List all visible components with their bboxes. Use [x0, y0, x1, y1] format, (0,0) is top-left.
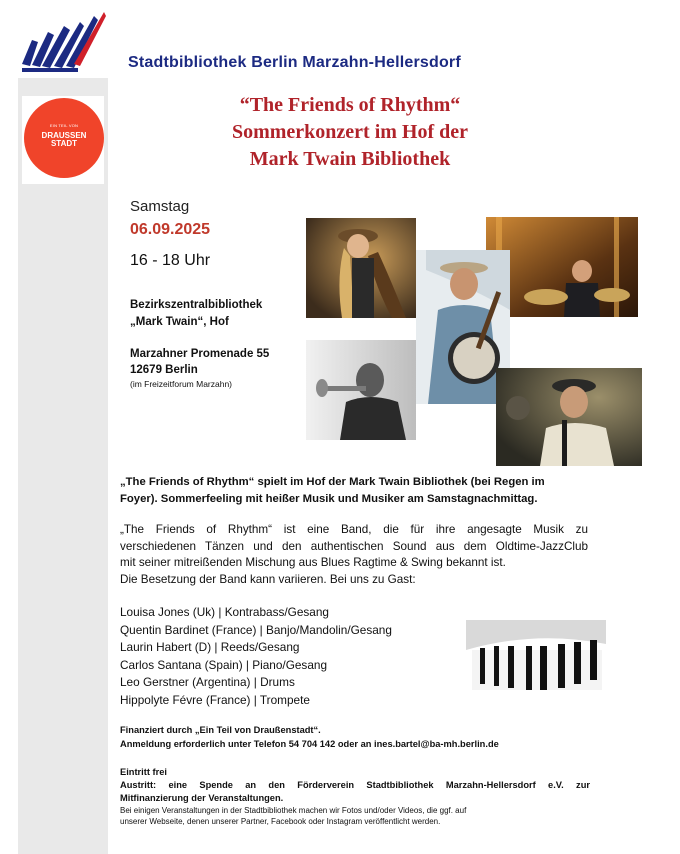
- badge-small-text: EIN TEIL VON: [49, 123, 79, 128]
- intro-paragraph: [120, 474, 596, 508]
- piano-keys-image: [466, 620, 606, 692]
- lineup-member: Hippolyte Févre (France) | Trompete: [120, 692, 310, 707]
- photo-trumpeter: [306, 340, 416, 440]
- lineup-member: Carlos Santana (Spain) | Piano/Gesang: [120, 657, 328, 672]
- lineup-member: Laurin Habert (D) | Reeds/Gesang: [120, 640, 300, 654]
- badge-word-2: STADT: [50, 139, 78, 148]
- description-paragraph: [120, 522, 588, 588]
- badge-word-1: DRAUSSEN: [41, 131, 87, 140]
- venue-line-1: Bezirkszentralbibliothek: [130, 299, 263, 311]
- photo-note-line-1: Bei einigen Veranstaltungen in der Stadtbibliothek machen wir Fotos und/oder Videos, die ggf. auf: [120, 806, 467, 815]
- venue: [130, 297, 262, 331]
- event-weekday: Samstag: [130, 198, 190, 215]
- intro-line-2: Foyer). Sommerfeeling mit heißer Musik und Musiker am Samstagnachmittag.: [120, 493, 538, 505]
- band-lineup: [120, 604, 392, 709]
- address-line-1: Marzahner Promenade 55: [130, 348, 270, 360]
- address: [130, 346, 269, 390]
- event-title: [150, 92, 550, 173]
- badge-circle: [24, 98, 104, 178]
- exit-line-2: Mitfinanzierung der Veranstaltungen.: [120, 793, 284, 803]
- intro-line-1: „The Friends of Rhythm“ spielt im Hof der Mark Twain Bibliothek (bei Regen im: [120, 476, 545, 488]
- left-sidebar-strip: [18, 78, 108, 854]
- lineup-member: Louisa Jones (Uk) | Kontrabass/Gesang: [120, 605, 329, 619]
- entry-free: Eintritt frei: [120, 767, 168, 777]
- library-logo: [18, 10, 108, 74]
- desc-line-3: mit seiner mitreißenden Mischung aus Blues Ragtime & Swing bekannt ist.: [120, 556, 506, 569]
- lineup-member: Leo Gerstner (Argentina) | Drums: [120, 675, 295, 689]
- lineup-member: Quentin Bardinet (France) | Banjo/Mandolin/Gesang: [120, 622, 392, 637]
- address-line-2: 12679 Berlin: [130, 364, 198, 376]
- title-line-3: Mark Twain Bibliothek: [249, 148, 451, 170]
- funding-info: [120, 723, 499, 751]
- photo-reed-player: [496, 368, 642, 466]
- badge-big-text: [24, 132, 104, 148]
- date-block: [130, 198, 210, 270]
- organization-name: Stadtbibliothek Berlin Marzahn-Hellersdorf: [128, 54, 461, 71]
- funding-line-1: Finanziert durch „Ein Teil von Draußenstadt“.: [120, 725, 321, 735]
- venue-line-2: „Mark Twain“, Hof: [130, 316, 229, 328]
- desc-line-2: verschiedenen Tänzen und den authentischen Sound aus dem Oldtime-JazzClub: [120, 539, 588, 553]
- title-line-1: “The Friends of Rhythm“: [239, 94, 461, 116]
- address-note: (im Freizeitforum Marzahn): [130, 379, 233, 389]
- photo-bassist: [306, 218, 416, 318]
- photo-note-line-2: unserer Webseite, denen unserer Partner, Facebook oder Instagram veröffentlicht werden.: [120, 817, 441, 826]
- exit-line-1: Austritt: eine Spende an den Förderverein Stadtbibliothek Marzahn-Hellersdorf e.V. zur: [120, 780, 590, 790]
- registration-line: Anmeldung erforderlich unter Telefon 54 704 142 oder an ines.bartel@ba-mh.berlin.de: [120, 739, 499, 749]
- footer-info: [120, 766, 590, 827]
- draussenstadt-badge: [22, 96, 104, 184]
- title-line-2: Sommerkonzert im Hof der: [231, 121, 469, 143]
- event-time: 16 - 18 Uhr: [130, 252, 211, 269]
- desc-line-4: Die Besetzung der Band kann variieren. Bei uns zu Gast:: [120, 572, 416, 586]
- event-date: 06.09.2025: [130, 221, 211, 238]
- desc-line-1: „The Friends of Rhythm“ ist eine Band, die für ihre angesagte Musik zu: [120, 523, 588, 536]
